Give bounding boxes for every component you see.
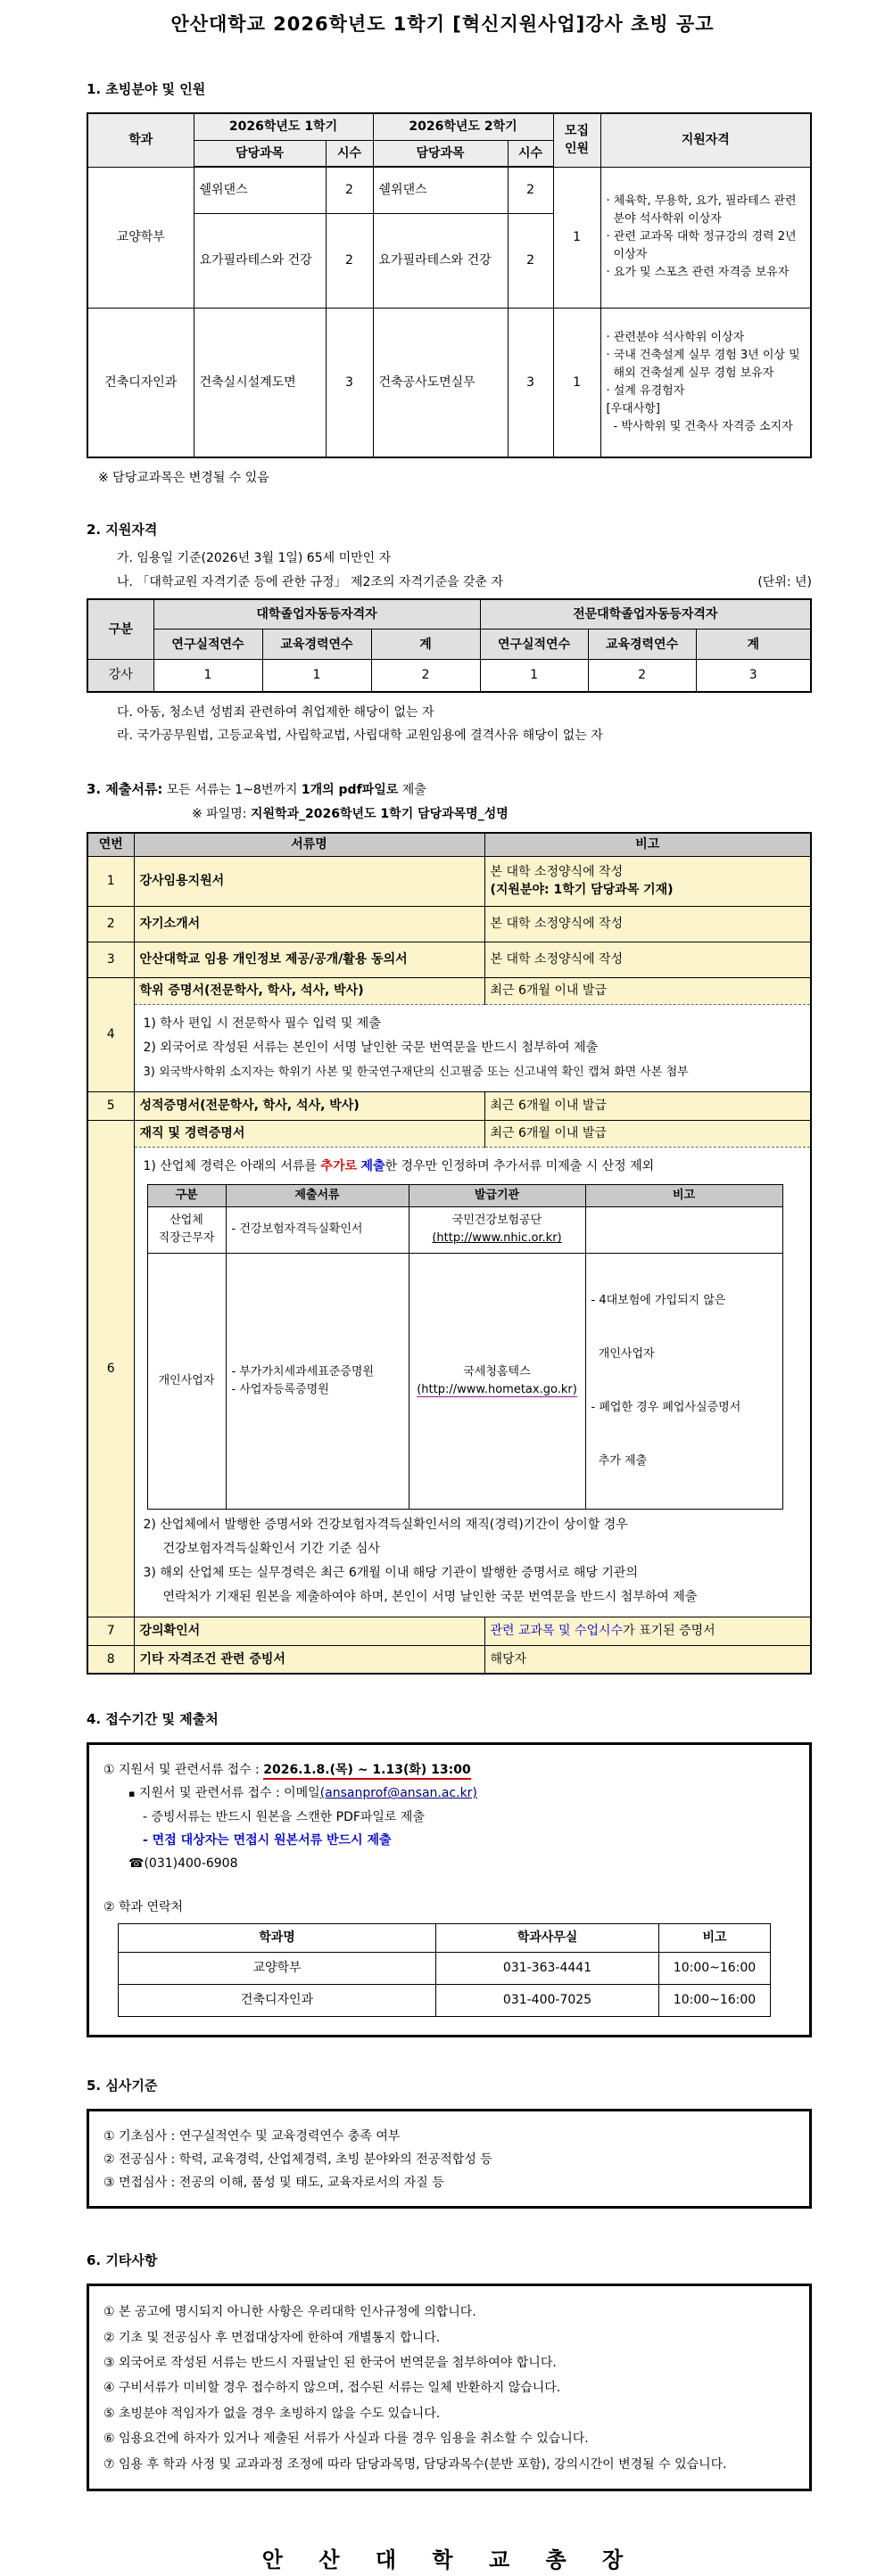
career-remark — [585, 1206, 782, 1253]
recruitment-table — [87, 112, 812, 458]
table-row — [87, 977, 811, 1004]
hours-cell: 3 — [508, 308, 553, 457]
submission-deadline: 2026.1.8.(목) ~ 1.13(화) 13:00 — [263, 1763, 471, 1780]
col-header-remark: 비고 — [484, 833, 811, 856]
eligibility-item-ga: 가. 임용일 기준(2026년 3월 1일) 65세 미만인 자 — [117, 551, 392, 566]
recruit-count-cell: 1 — [553, 308, 600, 457]
dept-phone: 031-400-7025 — [436, 1984, 659, 2016]
review-criteria-box — [87, 2109, 812, 2210]
table-row — [119, 1984, 771, 2016]
col-header-docname: 서류명 — [134, 833, 484, 856]
doc-no: 4 — [87, 977, 134, 1091]
email-line: ▪ 지원서 및 관련서류 접수 : 이메일(ansanprof@ansan.ac.kr) — [128, 1786, 477, 1801]
table-row — [147, 1253, 782, 1509]
dept-architecture: 건축디자인과 — [87, 308, 194, 457]
col-header-no: 연번 — [87, 833, 134, 856]
dept-contact-heading: ② 학과 연락처 — [103, 1899, 184, 1914]
table-row — [87, 1617, 811, 1645]
email-link[interactable]: (ansanprof@ansan.ac.kr) — [319, 1786, 477, 1801]
table-row — [87, 1091, 811, 1120]
doc-name: 재직 및 경력증명서 — [134, 1120, 484, 1147]
dept-phone: 031-363-4441 — [436, 1952, 659, 1984]
col-header-subject1: 담당과목 — [194, 140, 326, 167]
recruit-count-cell: 1 — [553, 167, 600, 308]
misc-item: ④ 구비서류가 미비할 경우 접수하지 않으며, 접수된 서류는 일체 반환하지 않습니다. — [103, 2381, 561, 2396]
col-header-edu-years: 교육경력연수 — [262, 630, 371, 660]
career-proof-table — [147, 1184, 783, 1510]
nhic-link[interactable]: (http://www.nhic.or.kr) — [432, 1231, 562, 1246]
col-header-dept-office: 학과사무실 — [436, 1923, 659, 1952]
section2-heading: 2. 지원자격 — [87, 522, 158, 539]
documents-table — [87, 832, 812, 1675]
dept-contact-table — [118, 1923, 771, 2017]
subject-cell: 요가필라테스와 건강 — [194, 213, 326, 308]
table-row — [87, 660, 811, 692]
doc-no: 2 — [87, 906, 134, 942]
career-issuer: 국세청홈텍스 (http://www.hometax.go.kr) — [409, 1253, 585, 1509]
issuer-signature: 안 산 대 학 교 총 장 — [261, 2547, 638, 2572]
section3-heading: 3. 제출서류: 모든 서류는 1~8번까지 1개의 pdf파일로 제출 — [87, 781, 426, 798]
submission-period-line: ① 지원서 및 관련서류 접수 : 2026.1.8.(목) ~ 1.13(화) 13:00 — [103, 1761, 795, 1779]
table-row — [87, 1004, 811, 1091]
col-header-hours1: 시수 — [326, 140, 373, 167]
col-header-gubun: 구분 — [87, 599, 153, 660]
col-header-univ-grad: 대학졸업자동등자격자 — [153, 599, 480, 630]
eligibility-item-na: 나. 「대학교원 자격기준 등에 관한 규정」 제2조의 자격기준을 갖춘 자 — [117, 574, 504, 589]
qualification-cell: · 관련분야 석사학위 이상자 · 국내 건축설계 실무 경험 3년 이상 및 해외 건축설계 실무 경험 보유자 · 설계 유경험자 [우대사항] - 박사학위 및 건축사 자격증 소지자 — [600, 308, 811, 457]
doc-no: 7 — [87, 1617, 134, 1645]
page-title: 안산대학교 2026학년도 1학기 [혁신지원사업]강사 초빙 공고 — [170, 13, 715, 35]
doc-no: 1 — [87, 856, 134, 906]
doc-name: 학위 증명서(전문학사, 학사, 석사, 박사) — [134, 977, 484, 1004]
interview-original-note: - 면접 대상자는 면접시 원본서류 반드시 제출 — [143, 1832, 392, 1848]
col-header-research-years: 연구실적연수 — [153, 630, 262, 660]
years-value: 2 — [588, 660, 696, 692]
col-header-sum: 계 — [371, 630, 480, 660]
dept-liberal-arts: 교양학부 — [87, 167, 194, 308]
hours-cell: 2 — [326, 213, 373, 308]
doc-name: 성적증명서(전문학사, 학사, 석사, 박사) — [134, 1091, 484, 1120]
doc-remark: 최근 6개월 이내 발급 — [484, 977, 811, 1004]
col-header-recruit: 모집 인원 — [553, 113, 600, 167]
misc-item: ⑦ 임용 후 학과 사정 및 교과과정 조정에 따라 담당과목명, 담당과목수(분반 포함), 강의시간이 변경될 수 있습니다. — [103, 2457, 727, 2472]
career-note-2: 2) 산업체에서 발행한 증명서와 건강보험자격득실확인서의 재직(경력)기간이 상이할 경우 — [143, 1517, 628, 1532]
misc-item: ② 기초 및 전공심사 후 면접대상자에 한하여 개별통지 합니다. — [103, 2330, 441, 2345]
col-header-research-years: 연구실적연수 — [480, 630, 588, 660]
doc-detail: 1) 학사 편입 시 전문학사 필수 입력 및 제출 2) 외국어로 작성된 서류는 본인이 서명 날인한 국문 번역문을 반드시 첨부하여 제출 3) 외국박사학위 소지자는 학위기 사본 및 한국연구재단의 신고필증 또는 신고내역 확인 캡쳐 화면 사본 첨부 — [134, 1004, 811, 1091]
industry-career-note: 1) 산업체 경력은 아래의 서류를 추가로 제출한 경우만 인정하며 추가서류 미제출 시 산정 제외 — [143, 1158, 655, 1173]
career-docs: - 건강보험자격득실확인서 — [226, 1206, 409, 1253]
col-header-edu-years: 교육경력연수 — [588, 630, 696, 660]
doc-remark: 해당자 — [484, 1645, 811, 1674]
col-header-sem2: 2026학년도 2학기 — [373, 113, 553, 140]
career-docs: - 부가가치세과세표준증명원 - 사업자등록증명원 — [226, 1253, 409, 1509]
subject-cell: 쉘위댄스 — [194, 167, 326, 213]
misc-item: ③ 외국어로 작성된 서류는 반드시 자필날인 된 한국어 번역문을 첨부하여야 합니다. — [103, 2355, 557, 2370]
hours-cell: 2 — [508, 213, 553, 308]
doc-remark: 최근 6개월 이내 발급 — [484, 1120, 811, 1147]
doc-remark: 본 대학 소정양식에 작성 — [484, 942, 811, 977]
phone-line: ☎(031)400-6908 — [128, 1856, 238, 1872]
qualification-cell: · 체육학, 무용학, 요가, 필라테스 관련 분야 석사학위 이상자 · 관련 교과목 대학 정규강의 경력 2년 이상자 · 요가 및 스포츠 관련 자격증 보유자 — [600, 167, 811, 308]
doc-remark: 관련 교과목 및 수업시수가 표기된 증명서 — [484, 1617, 811, 1645]
doc-name: 안산대학교 임용 개인정보 제공/공개/활용 동의서 — [134, 942, 484, 977]
subject-cell: 건축공사도면실무 — [373, 308, 508, 457]
misc-item: ⑥ 임용요건에 하자가 있거나 제출된 서류가 사실과 다를 경우 임용을 취소할 수 있습니다. — [103, 2432, 589, 2447]
hours-cell: 3 — [326, 308, 373, 457]
years-value: 1 — [153, 660, 262, 692]
table-row — [87, 308, 811, 457]
col-header-dept-name: 학과명 — [119, 1923, 436, 1952]
section5-heading: 5. 심사기준 — [87, 2077, 158, 2094]
years-value: 1 — [262, 660, 371, 692]
table-change-note: ※ 담당교과목은 변경될 수 있음 — [98, 471, 269, 486]
criteria-basic: ① 기초심사 : 연구실적연수 및 교육경력연수 충족 여부 — [103, 2128, 401, 2144]
doc-name: 기타 자격조건 관련 증빙서 — [134, 1645, 484, 1674]
subject-cell: 건축실시설계도면 — [194, 308, 326, 457]
criteria-major: ② 전공심사 : 학력, 교육경력, 산업체경력, 초빙 분야와의 전공적합성 등 — [103, 2152, 492, 2167]
submission-box — [87, 1742, 812, 2037]
col-header-qualification: 지원자격 — [600, 113, 811, 167]
eligibility-item-ra: 라. 국가공무원법, 고등교육법, 사립학교법, 사립대학 교원임용에 결격사유 해당이 없는 자 — [117, 728, 603, 744]
col-header-college-grad: 전문대학졸업자동등자격자 — [480, 599, 811, 630]
col-header-subject2: 담당과목 — [373, 140, 508, 167]
table-row — [87, 942, 811, 977]
table-row — [87, 167, 811, 213]
dept-hours: 10:00~16:00 — [659, 1952, 771, 1984]
col-header-hours2: 시수 — [508, 140, 553, 167]
doc-no: 5 — [87, 1091, 134, 1120]
career-type: 개인사업자 — [147, 1253, 226, 1509]
section6-heading: 6. 기타사항 — [87, 2252, 158, 2269]
subject-cell: 요가필라테스와 건강 — [373, 213, 508, 308]
table-row — [87, 1147, 811, 1617]
hours-cell: 2 — [508, 167, 553, 213]
years-value: 2 — [371, 660, 480, 692]
row-label-lecturer: 강사 — [87, 660, 153, 692]
pdf-note: - 증빙서류는 반드시 원본을 스캔한 PDF파일로 제출 — [143, 1809, 425, 1824]
doc-name: 강사임용지원서 — [134, 856, 484, 906]
doc-no: 6 — [87, 1120, 134, 1617]
col-header-dept: 학과 — [87, 113, 194, 167]
doc-no: 3 — [87, 942, 134, 977]
table-row — [119, 1952, 771, 1984]
col-header-gubun: 구분 — [147, 1184, 226, 1206]
table-row — [87, 906, 811, 942]
section4-heading: 4. 접수기간 및 제출처 — [87, 1711, 219, 1728]
hours-cell: 2 — [326, 167, 373, 213]
col-header-docs: 제출서류 — [226, 1184, 409, 1206]
doc-name: 강의확인서 — [134, 1617, 484, 1645]
col-header-issuer: 발급기관 — [409, 1184, 585, 1206]
misc-box — [87, 2284, 812, 2491]
qualification-years-table — [87, 598, 812, 693]
table-row — [147, 1206, 782, 1253]
dept-name: 건축디자인과 — [119, 1984, 436, 2016]
doc-name: 자기소개서 — [134, 906, 484, 942]
table-row — [87, 1645, 811, 1674]
career-remark: - 4대보험에 가입되지 않은 개인사업자 - 폐업한 경우 폐업사실증명서 추가 제출 — [585, 1253, 782, 1509]
eligibility-item-da: 다. 아동, 청소년 성범죄 관련하여 취업제한 해당이 없는 자 — [117, 704, 434, 720]
table-row — [87, 1120, 811, 1147]
doc-remark: 최근 6개월 이내 발급 — [484, 1091, 811, 1120]
doc-no: 8 — [87, 1645, 134, 1674]
dept-name: 교양학부 — [119, 1952, 436, 1984]
career-issuer: 국민건강보험공단 (http://www.nhic.or.kr) — [409, 1206, 585, 1253]
years-value: 3 — [696, 660, 811, 692]
hometax-link[interactable]: (http://www.hometax.go.kr) — [417, 1382, 577, 1396]
subject-cell: 쉘위댄스 — [373, 167, 508, 213]
dept-hours: 10:00~16:00 — [659, 1984, 771, 2016]
col-header-remark: 비고 — [659, 1923, 771, 1952]
criteria-interview: ③ 면접심사 : 전공의 이해, 품성 및 태도, 교육자로서의 자질 등 — [103, 2176, 444, 2191]
table-row — [87, 856, 811, 906]
doc-remark: 본 대학 소정양식에 작성 (지원분야: 1학기 담당과목 기재) — [484, 856, 811, 906]
doc-detail: 1) 산업체 경력은 아래의 서류를 추가로 제출한 경우만 인정하며 추가서류 미제출 시 산정 제외 구분 제출서류 발급기관 비고 산업체 직장근무자 - 건강보험자격득실확인서 국민건강보험공단 (http://www.nhic.or.kr) 개인사업자 - 부가가치세과세표준증명원 - 사업자등록증명원 국세청홈텍스 (http://www.hometax.go.kr) - 4대보험에 가입되지 않은 개인사업자 - 폐업한 경우 폐업사실증명서 추가 제출 2) 산업체에서 발행한 증명서와 건강보험자격득실확인서의 재직(경력)기간이 상이할 경우 건강보험자격득실확인서 기간 기준 심사 3) 해외 산업체 또는 실무경력은 최근 6개월 이내 해당 기관이 발행한 증명서로 해당 기관의 연락처가 기재된 원본을 제출하여야 하며, 본인이 서명 날인한 국문 번역문을 반드시 첨부하여 제출 — [134, 1147, 811, 1617]
col-header-sem1: 2026학년도 1학기 — [194, 113, 373, 140]
unit-note: (단위: 년) — [757, 574, 812, 589]
phone-icon: ☎ — [128, 1856, 145, 1872]
col-header-remark: 비고 — [585, 1184, 782, 1206]
years-value: 1 — [480, 660, 588, 692]
career-note-3: 3) 해외 산업체 또는 실무경력은 최근 6개월 이내 해당 기관이 발행한 증명서로 해당 기관의 — [143, 1565, 638, 1580]
filename-note: ※ 파일명: 지원학과_2026학년도 1학기 담당과목명_성명 — [192, 807, 509, 822]
misc-item: ⑤ 초빙분야 적임자가 없을 경우 초빙하지 않을 수도 있습니다. — [103, 2406, 441, 2421]
career-type: 산업체 직장근무자 — [147, 1206, 226, 1253]
section1-heading: 1. 초빙분야 및 인원 — [87, 81, 206, 98]
misc-item: ① 본 공고에 명시되지 아니한 사항은 우리대학 인사규정에 의합니다. — [103, 2305, 476, 2320]
doc-remark: 본 대학 소정양식에 작성 — [484, 906, 811, 942]
col-header-sum: 계 — [696, 630, 811, 660]
